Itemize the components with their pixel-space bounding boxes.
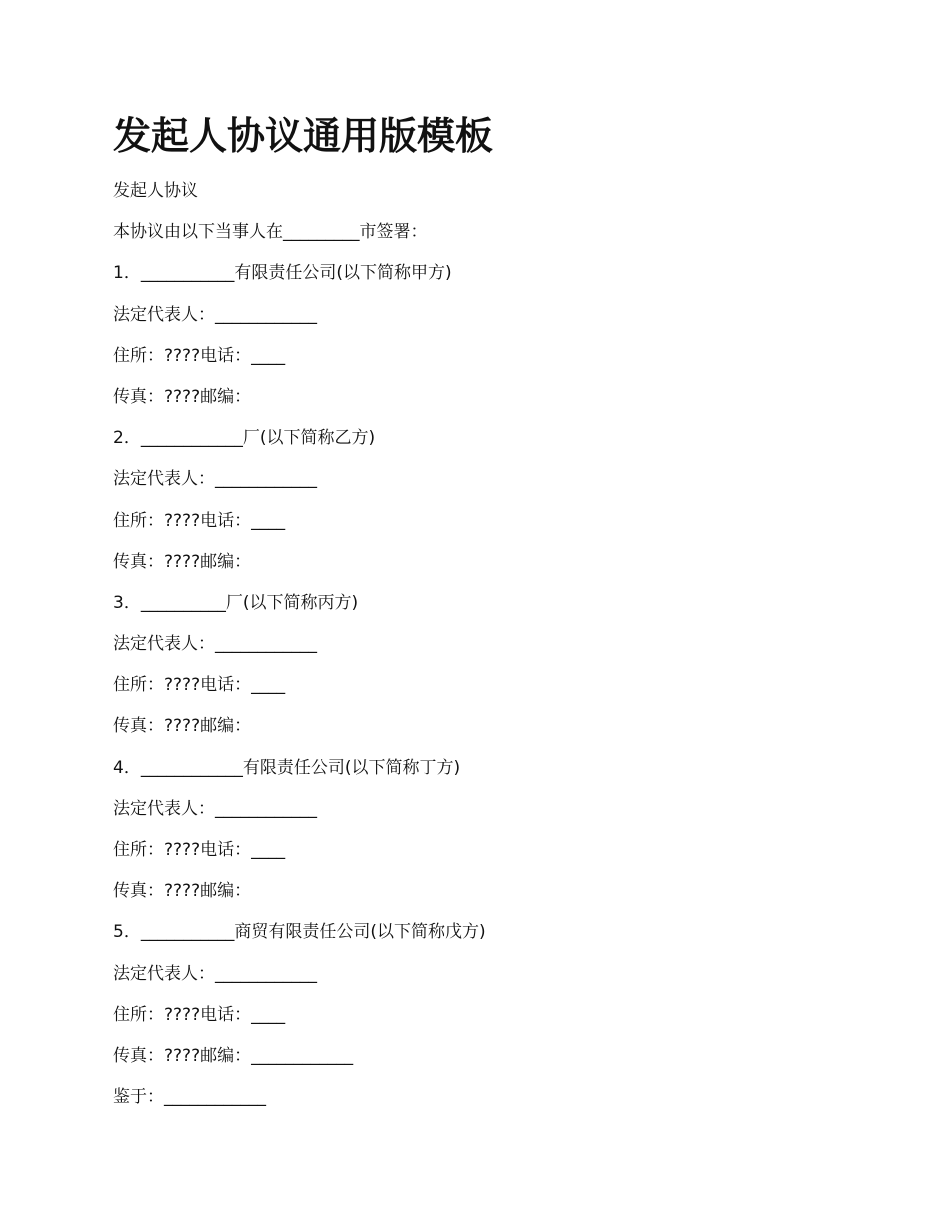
party-e-name: 5．___________商贸有限责任公司(以下简称戊方): [113, 922, 486, 943]
party-b-name: 2．____________厂(以下简称乙方): [113, 428, 376, 449]
party-d-address-phone: 住所：????电话：____: [113, 840, 286, 860]
party-c-name: 3．__________厂(以下简称丙方): [113, 592, 359, 613]
document-body: [113, 176, 893, 1123]
party-c-representative: 法定代表人：____________: [113, 634, 317, 655]
document-title: 发起人协议通用版模板: [113, 114, 494, 158]
party-e-address-phone: 住所：????电话：____: [113, 1004, 286, 1025]
party-a-name: 1．___________有限责任公司(以下简称甲方): [113, 263, 452, 284]
party-b-fax-postcode: 传真：????邮编：: [113, 551, 252, 572]
party-d-representative: 法定代表人：____________: [113, 798, 317, 819]
party-c-address-phone: 住所：????电话：____: [113, 675, 286, 696]
party-d-name: 4．____________有限责任公司(以下简称丁方): [113, 757, 461, 778]
party-a-address-phone: 住所：????电话：____: [113, 345, 286, 366]
party-a-representative: 法定代表人：____________: [113, 304, 317, 325]
party-a-fax-postcode: 传真：????邮编：: [113, 386, 252, 407]
party-b-representative: 法定代表人：____________: [113, 469, 317, 490]
party-d-fax-postcode: 传真：????邮编：: [113, 881, 252, 902]
party-e-fax-postcode: 传真：????邮编：____________: [113, 1045, 354, 1066]
paragraph-heading: 发起人协议: [113, 181, 198, 201]
signing-place-line: 本协议由以下当事人在_________市签署：: [113, 222, 428, 243]
party-e-representative: 法定代表人：____________: [113, 963, 317, 984]
party-c-fax-postcode: 传真：????邮编：: [113, 716, 252, 737]
whereas-line: 鉴于：____________: [113, 1087, 266, 1108]
party-b-address-phone: 住所：????电话：____: [113, 510, 286, 531]
